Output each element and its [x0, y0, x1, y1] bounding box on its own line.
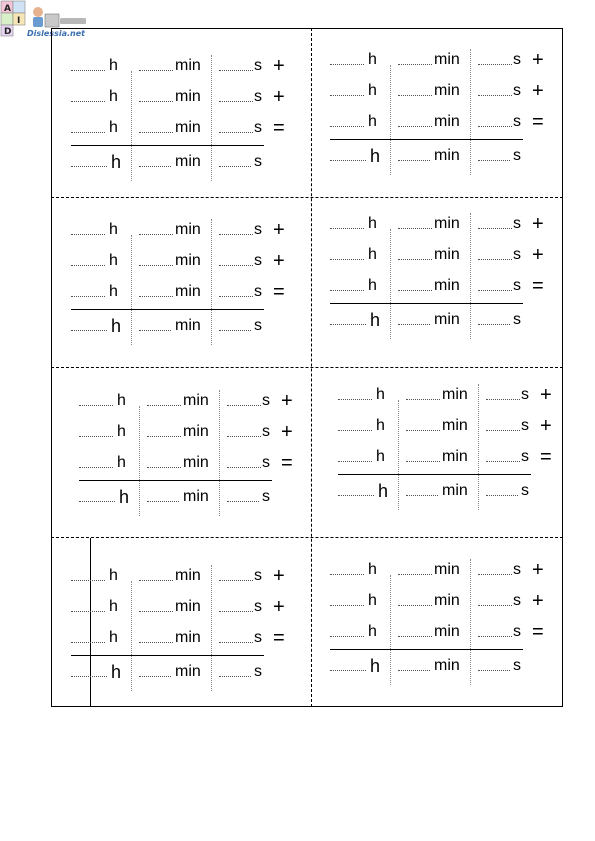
seconds-blank[interactable]	[219, 101, 253, 102]
hours-blank[interactable]	[71, 330, 107, 331]
addend-row	[338, 415, 578, 435]
hours-unit-label: h	[109, 119, 118, 136]
time-addition-exercise	[79, 390, 319, 540]
minutes-blank[interactable]	[139, 132, 173, 133]
seconds-blank[interactable]	[219, 642, 253, 643]
hours-blank[interactable]	[338, 461, 372, 462]
minutes-unit-label: min	[175, 221, 201, 238]
hours-blank[interactable]	[338, 430, 372, 431]
minutes-blank[interactable]	[398, 160, 430, 161]
seconds-blank[interactable]	[478, 605, 512, 606]
minutes-unit-label: min	[434, 277, 460, 294]
hours-unit-label: h	[370, 146, 381, 166]
plus-sign: +	[273, 565, 285, 587]
hours-blank[interactable]	[71, 166, 107, 167]
hours-unit-label: h	[368, 82, 377, 99]
hours-blank[interactable]	[330, 259, 364, 260]
hours-blank[interactable]	[71, 132, 105, 133]
equals-sign: =	[273, 117, 285, 139]
hours-blank[interactable]	[338, 495, 374, 496]
hours-blank[interactable]	[71, 296, 105, 297]
hours-unit-label: h	[109, 283, 118, 300]
sum-rule-line	[330, 303, 523, 304]
hours-blank[interactable]	[71, 611, 105, 612]
result-row	[330, 655, 570, 675]
hours-unit-label: h	[109, 88, 118, 105]
time-addition-exercise	[71, 55, 311, 205]
hours-blank[interactable]	[71, 676, 107, 677]
addend-row	[330, 111, 570, 131]
minutes-unit-label: min	[442, 386, 468, 403]
addend-row	[330, 80, 570, 100]
minutes-unit-label: min	[434, 51, 460, 68]
hours-unit-label: h	[376, 417, 385, 434]
equals-sign: =	[532, 621, 544, 643]
seconds-unit-label: s	[521, 417, 529, 434]
result-row	[330, 309, 570, 329]
hours-unit-label: h	[368, 277, 377, 294]
sum-rule-line	[330, 649, 523, 650]
minutes-blank[interactable]	[147, 467, 181, 468]
minutes-unit-label: min	[434, 82, 460, 99]
minutes-unit-label: min	[434, 561, 460, 578]
hours-blank[interactable]	[71, 265, 105, 266]
addend-row	[79, 390, 319, 410]
seconds-unit-label: s	[254, 567, 262, 584]
hours-unit-label: h	[368, 113, 377, 130]
seconds-blank[interactable]	[227, 405, 261, 406]
seconds-unit-label: s	[513, 51, 521, 68]
minutes-blank[interactable]	[147, 436, 181, 437]
hours-blank[interactable]	[330, 605, 364, 606]
seconds-unit-label: s	[513, 215, 521, 232]
minutes-unit-label: min	[434, 246, 460, 263]
hours-unit-label: h	[109, 252, 118, 269]
logo-letter-a: A	[4, 4, 11, 14]
hours-unit-label: h	[109, 221, 118, 238]
seconds-blank[interactable]	[478, 126, 512, 127]
result-row	[71, 661, 311, 681]
equals-sign: =	[532, 275, 544, 297]
hours-blank[interactable]	[330, 574, 364, 575]
seconds-unit-label: s	[254, 252, 262, 269]
minutes-blank[interactable]	[139, 580, 173, 581]
addend-row	[330, 621, 570, 641]
logo-letter-i: I	[17, 16, 21, 26]
logo-letter-d: D	[4, 27, 12, 37]
seconds-blank[interactable]	[486, 461, 520, 462]
minutes-blank[interactable]	[398, 228, 432, 229]
plus-sign: +	[273, 250, 285, 272]
minutes-unit-label: min	[434, 592, 460, 609]
minutes-blank[interactable]	[398, 324, 430, 325]
minutes-unit-label: min	[183, 488, 209, 505]
minutes-unit-label: min	[442, 417, 468, 434]
equals-sign: =	[540, 446, 552, 468]
seconds-blank[interactable]	[486, 399, 520, 400]
minutes-unit-label: min	[175, 119, 201, 136]
hours-unit-label: h	[368, 592, 377, 609]
addend-row	[71, 117, 311, 137]
hours-blank[interactable]	[330, 636, 364, 637]
plus-sign: +	[540, 384, 552, 406]
result-row	[330, 145, 570, 165]
hours-blank[interactable]	[71, 70, 105, 71]
minutes-unit-label: min	[183, 392, 209, 409]
minutes-unit-label: min	[442, 448, 468, 465]
seconds-unit-label: s	[254, 221, 262, 238]
minutes-blank[interactable]	[139, 296, 173, 297]
addend-row	[71, 627, 311, 647]
hours-blank[interactable]	[79, 405, 113, 406]
seconds-unit-label: s	[513, 561, 521, 578]
hours-unit-label: h	[117, 392, 126, 409]
minutes-unit-label: min	[183, 454, 209, 471]
hours-blank[interactable]	[330, 290, 364, 291]
minutes-blank[interactable]	[398, 605, 432, 606]
minutes-blank[interactable]	[398, 670, 430, 671]
sum-rule-line	[71, 309, 264, 310]
seconds-unit-label: s	[254, 663, 262, 680]
hours-unit-label: h	[119, 487, 130, 507]
seconds-unit-label: s	[521, 386, 529, 403]
minutes-blank[interactable]	[139, 70, 173, 71]
plus-sign: +	[273, 219, 285, 241]
minutes-unit-label: min	[434, 657, 460, 674]
plus-sign: +	[281, 421, 293, 443]
minutes-blank[interactable]	[398, 64, 432, 65]
seconds-unit-label: s	[254, 57, 262, 74]
seconds-blank[interactable]	[478, 574, 512, 575]
seconds-unit-label: s	[262, 392, 270, 409]
seconds-blank[interactable]	[227, 467, 261, 468]
addend-row	[71, 596, 311, 616]
sum-rule-line	[330, 139, 523, 140]
seconds-unit-label: s	[521, 448, 529, 465]
hours-blank[interactable]	[330, 160, 366, 161]
seconds-blank[interactable]	[227, 436, 261, 437]
plus-sign: +	[532, 590, 544, 612]
minutes-unit-label: min	[175, 629, 201, 646]
minutes-unit-label: min	[434, 215, 460, 232]
hours-unit-label: h	[109, 57, 118, 74]
plus-sign: +	[540, 415, 552, 437]
minutes-blank[interactable]	[139, 330, 171, 331]
hours-blank[interactable]	[330, 126, 364, 127]
seconds-blank[interactable]	[478, 160, 510, 161]
plus-sign: +	[273, 86, 285, 108]
hours-blank[interactable]	[79, 436, 113, 437]
seconds-blank[interactable]	[478, 95, 512, 96]
plus-sign: +	[532, 244, 544, 266]
result-row	[71, 315, 311, 335]
seconds-unit-label: s	[513, 592, 521, 609]
minutes-blank[interactable]	[406, 430, 440, 431]
seconds-blank[interactable]	[486, 495, 518, 496]
addend-row	[330, 590, 570, 610]
time-addition-exercise	[71, 565, 311, 715]
minutes-blank[interactable]	[139, 676, 171, 677]
addend-row	[71, 565, 311, 585]
seconds-blank[interactable]	[478, 670, 510, 671]
minutes-blank[interactable]	[398, 95, 432, 96]
addend-row	[330, 275, 570, 295]
seconds-blank[interactable]	[478, 64, 512, 65]
addend-row	[71, 86, 311, 106]
minutes-unit-label: min	[175, 598, 201, 615]
seconds-unit-label: s	[262, 423, 270, 440]
hours-unit-label: h	[378, 481, 389, 501]
equals-sign: =	[281, 452, 293, 474]
minutes-blank[interactable]	[398, 290, 432, 291]
seconds-unit-label: s	[254, 283, 262, 300]
addend-row	[330, 559, 570, 579]
minutes-unit-label: min	[175, 663, 201, 680]
minutes-unit-label: min	[434, 311, 460, 328]
sum-rule-line	[71, 145, 264, 146]
hours-blank[interactable]	[330, 324, 366, 325]
minutes-blank[interactable]	[406, 399, 440, 400]
hours-blank[interactable]	[79, 467, 113, 468]
equals-sign: =	[273, 627, 285, 649]
minutes-unit-label: min	[434, 113, 460, 130]
seconds-unit-label: s	[254, 629, 262, 646]
seconds-blank[interactable]	[219, 132, 253, 133]
seconds-unit-label: s	[513, 147, 521, 164]
seconds-blank[interactable]	[227, 501, 259, 502]
seconds-blank[interactable]	[478, 324, 510, 325]
minutes-blank[interactable]	[398, 574, 432, 575]
hours-unit-label: h	[368, 246, 377, 263]
hours-unit-label: h	[111, 152, 122, 172]
seconds-blank[interactable]	[219, 70, 253, 71]
seconds-blank[interactable]	[219, 580, 253, 581]
addend-row	[330, 213, 570, 233]
seconds-blank[interactable]	[219, 234, 253, 235]
minutes-unit-label: min	[183, 423, 209, 440]
addend-row	[71, 250, 311, 270]
addend-row	[71, 219, 311, 239]
addend-row	[79, 452, 319, 472]
hours-unit-label: h	[109, 629, 118, 646]
seconds-unit-label: s	[262, 454, 270, 471]
hours-unit-label: h	[376, 448, 385, 465]
hours-unit-label: h	[111, 662, 122, 682]
hours-blank[interactable]	[71, 642, 105, 643]
minutes-blank[interactable]	[139, 234, 173, 235]
plus-sign: +	[532, 80, 544, 102]
seconds-unit-label: s	[521, 482, 529, 499]
minutes-blank[interactable]	[139, 611, 173, 612]
plus-sign: +	[273, 596, 285, 618]
addend-row	[71, 281, 311, 301]
time-addition-exercise	[338, 384, 578, 534]
hours-unit-label: h	[117, 423, 126, 440]
hours-unit-label: h	[368, 623, 377, 640]
minutes-blank[interactable]	[398, 636, 432, 637]
hours-blank[interactable]	[330, 95, 364, 96]
minutes-unit-label: min	[434, 147, 460, 164]
plus-sign: +	[532, 559, 544, 581]
minutes-unit-label: min	[175, 57, 201, 74]
time-addition-exercise	[330, 49, 570, 199]
hours-blank[interactable]	[330, 670, 366, 671]
minutes-blank[interactable]	[406, 461, 440, 462]
result-row	[338, 480, 578, 500]
hours-unit-label: h	[368, 215, 377, 232]
plus-sign: +	[532, 213, 544, 235]
hours-unit-label: h	[376, 386, 385, 403]
minutes-blank[interactable]	[398, 126, 432, 127]
minutes-unit-label: min	[175, 283, 201, 300]
addend-row	[330, 244, 570, 264]
minutes-unit-label: min	[175, 252, 201, 269]
plus-sign: +	[281, 390, 293, 412]
hours-blank[interactable]	[71, 234, 105, 235]
plus-sign: +	[273, 55, 285, 77]
sum-rule-line	[79, 480, 272, 481]
minutes-unit-label: min	[175, 88, 201, 105]
minutes-blank[interactable]	[406, 495, 438, 496]
seconds-unit-label: s	[254, 598, 262, 615]
hours-blank[interactable]	[330, 64, 364, 65]
minutes-unit-label: min	[175, 317, 201, 334]
equals-sign: =	[273, 281, 285, 303]
hours-unit-label: h	[370, 310, 381, 330]
minutes-blank[interactable]	[139, 101, 173, 102]
seconds-unit-label: s	[513, 311, 521, 328]
minutes-blank[interactable]	[139, 265, 173, 266]
hours-blank[interactable]	[330, 228, 364, 229]
addend-row	[79, 421, 319, 441]
minutes-unit-label: min	[442, 482, 468, 499]
seconds-blank[interactable]	[478, 259, 512, 260]
hours-unit-label: h	[109, 598, 118, 615]
hours-unit-label: h	[109, 567, 118, 584]
seconds-unit-label: s	[513, 277, 521, 294]
hours-blank[interactable]	[71, 101, 105, 102]
hours-blank[interactable]	[338, 399, 372, 400]
addend-row	[338, 384, 578, 404]
time-addition-exercise	[330, 559, 570, 709]
seconds-unit-label: s	[513, 82, 521, 99]
minutes-blank[interactable]	[139, 642, 173, 643]
seconds-blank[interactable]	[478, 636, 512, 637]
minutes-blank[interactable]	[139, 166, 171, 167]
minutes-blank[interactable]	[398, 259, 432, 260]
seconds-blank[interactable]	[219, 265, 253, 266]
result-row	[79, 486, 319, 506]
minutes-blank[interactable]	[147, 405, 181, 406]
seconds-blank[interactable]	[486, 430, 520, 431]
seconds-unit-label: s	[254, 317, 262, 334]
minutes-blank[interactable]	[147, 501, 179, 502]
time-addition-exercise	[71, 219, 311, 369]
hours-blank[interactable]	[71, 580, 105, 581]
seconds-blank[interactable]	[219, 676, 251, 677]
plus-sign: +	[532, 49, 544, 71]
seconds-unit-label: s	[513, 246, 521, 263]
hours-unit-label: h	[368, 51, 377, 68]
hours-unit-label: h	[368, 561, 377, 578]
seconds-unit-label: s	[513, 657, 521, 674]
minutes-unit-label: min	[175, 567, 201, 584]
hours-unit-label: h	[117, 454, 126, 471]
sum-rule-line	[71, 655, 264, 656]
seconds-unit-label: s	[254, 88, 262, 105]
hours-unit-label: h	[370, 656, 381, 676]
seconds-unit-label: s	[513, 113, 521, 130]
addend-row	[338, 446, 578, 466]
minutes-unit-label: min	[175, 153, 201, 170]
seconds-blank[interactable]	[219, 166, 251, 167]
addend-row	[330, 49, 570, 69]
result-row	[71, 151, 311, 171]
seconds-blank[interactable]	[219, 330, 251, 331]
sum-rule-line	[338, 474, 531, 475]
hours-blank[interactable]	[79, 501, 115, 502]
seconds-blank[interactable]	[478, 290, 512, 291]
seconds-unit-label: s	[262, 488, 270, 505]
time-addition-exercise	[330, 213, 570, 363]
seconds-blank[interactable]	[478, 228, 512, 229]
hours-unit-label: h	[111, 316, 122, 336]
minutes-unit-label: min	[434, 623, 460, 640]
equals-sign: =	[532, 111, 544, 133]
addend-row	[71, 55, 311, 75]
seconds-unit-label: s	[254, 119, 262, 136]
seconds-blank[interactable]	[219, 296, 253, 297]
seconds-unit-label: s	[254, 153, 262, 170]
logo-site-name: Dislessia.net	[27, 29, 85, 38]
seconds-blank[interactable]	[219, 611, 253, 612]
seconds-unit-label: s	[513, 623, 521, 640]
